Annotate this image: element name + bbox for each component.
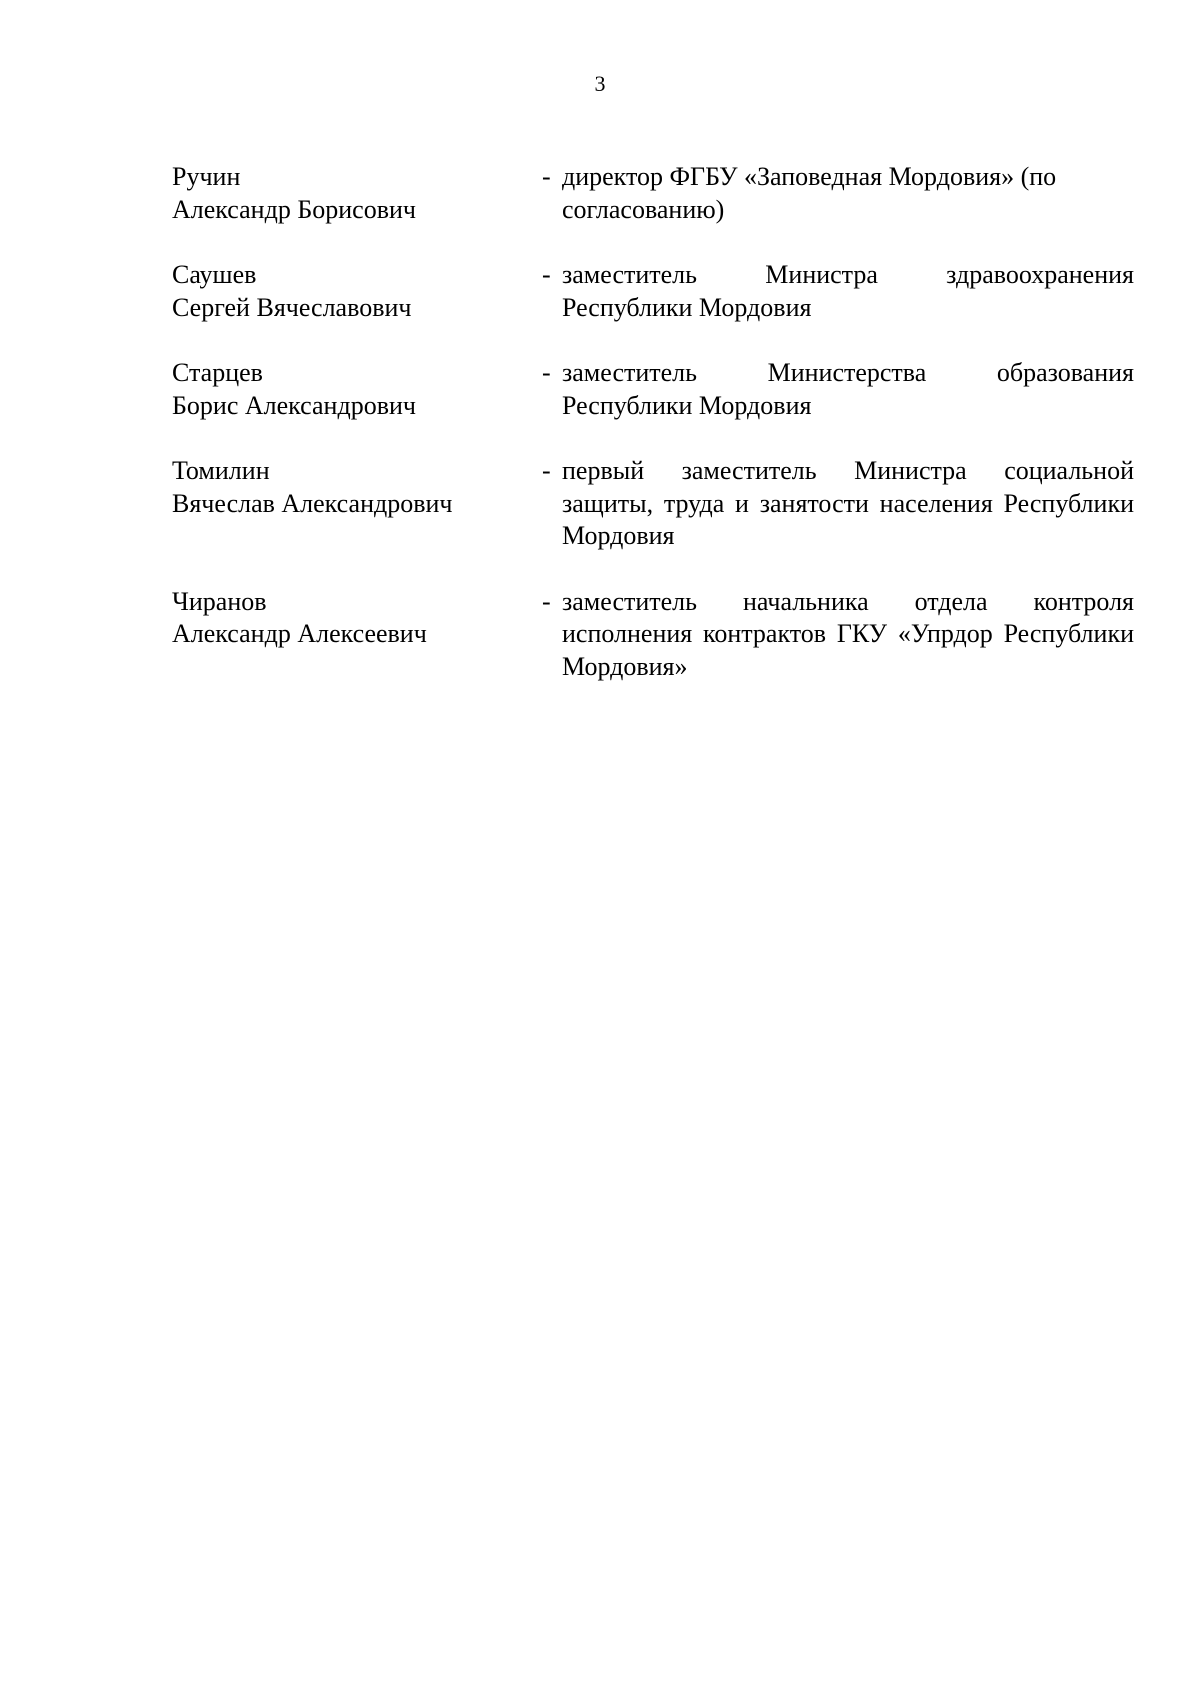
member-role: директор ФГБУ «Заповедная Мордовия» (по согласованию) bbox=[562, 162, 1057, 224]
member-given-names: Александр Алексеевич bbox=[172, 619, 427, 648]
member-given-names: Борис Александрович bbox=[172, 390, 416, 420]
member-role: первый заместитель Министра социальной защиты, труда и занятости населения Республики Мордовия bbox=[562, 456, 1134, 550]
member-entry bbox=[172, 586, 1134, 684]
member-entry bbox=[172, 357, 1134, 422]
member-entry bbox=[172, 455, 1134, 553]
member-name bbox=[172, 161, 532, 226]
dash-separator: - bbox=[542, 586, 551, 616]
page-number: 3 bbox=[594, 71, 606, 96]
member-entry bbox=[172, 259, 1134, 324]
member-given-names: Вячеслав Александрович bbox=[172, 488, 453, 518]
member-surname: Саушев bbox=[172, 260, 257, 289]
dash-separator: - bbox=[542, 162, 551, 191]
dash-separator: - bbox=[542, 260, 551, 289]
member-role: заместитель Министра здравоохранения Республики Мордовия bbox=[562, 260, 1134, 322]
member-role: заместитель Министерства образования Республики Мордовия bbox=[562, 358, 1134, 420]
member-name bbox=[172, 357, 532, 422]
member-name bbox=[172, 259, 532, 324]
member-surname: Томилин bbox=[172, 456, 270, 485]
member-surname: Ручин bbox=[172, 162, 241, 191]
member-surname: Чиранов bbox=[172, 586, 267, 616]
member-entry bbox=[172, 161, 1134, 226]
member-name bbox=[172, 586, 532, 651]
member-given-names: Сергей Вячеславович bbox=[172, 292, 412, 322]
dash-separator: - bbox=[542, 456, 551, 485]
dash-separator: - bbox=[542, 358, 551, 387]
member-surname: Старцев bbox=[172, 358, 263, 387]
member-role: заместитель начальника отдела контроля исполнения контрактов ГКУ «Упрдор Республики Мордовия» bbox=[562, 586, 1134, 681]
member-name bbox=[172, 455, 532, 520]
member-list bbox=[172, 161, 1134, 716]
member-given-names: Александр Борисович bbox=[172, 194, 416, 224]
